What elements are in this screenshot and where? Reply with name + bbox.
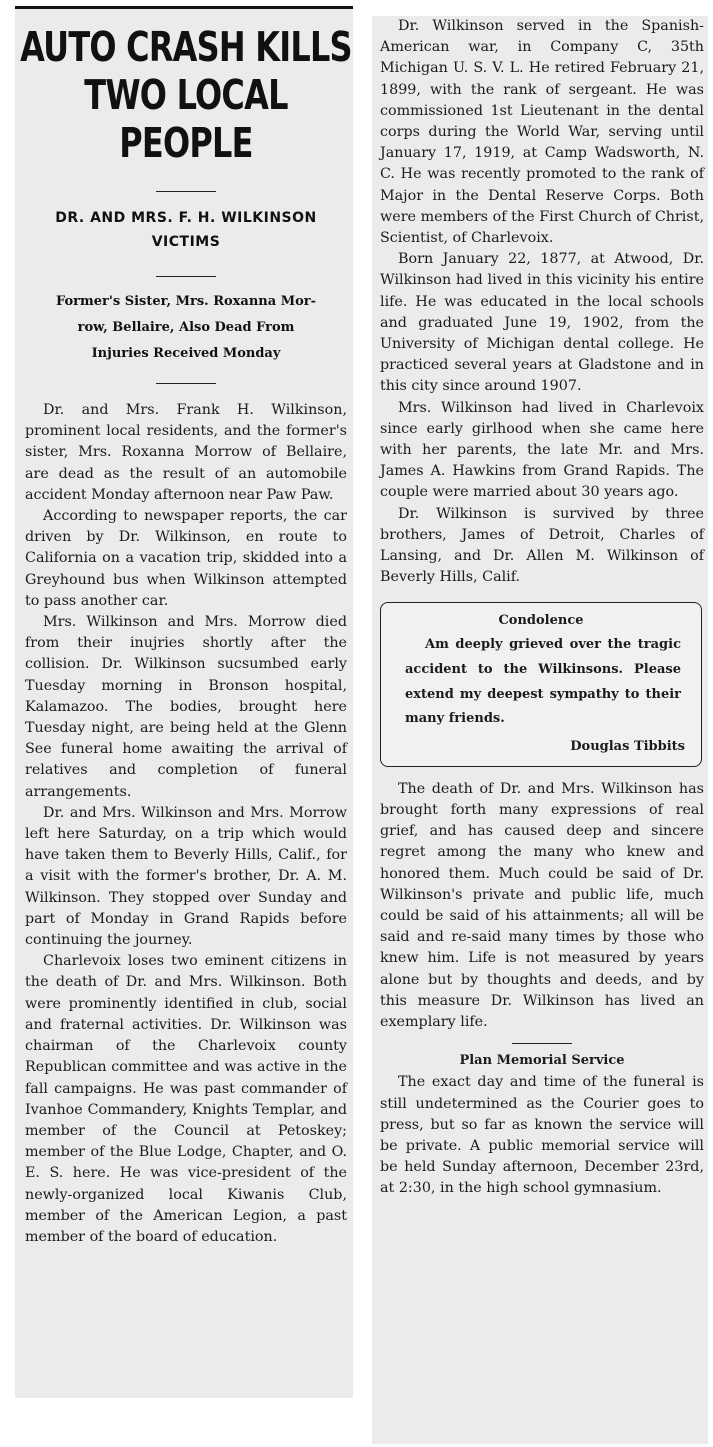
headline	[15, 23, 353, 167]
paragraph: According to newspaper reports, the car driven by Dr. Wilkinson, en route to California on a vacation trip, skidded into a Greyhound bus when Wilkinson attempted to pass another car.	[25, 508, 347, 609]
paragraph: Born January 22, 1877, at Atwood, Dr. Wilkinson had lived in this vicinity his entire life. He was educated in the local schools and graduated June 19, 1902, from the University of Michigan dental college. He practiced several years at Gladstone and in this city since around 1907.	[380, 251, 704, 395]
paragraph: Mrs. Wilkinson and Mrs. Morrow died from their inujries shortly after the collision. Dr. Wilkinson sucsumbed early Tuesday morning in Bronson hospital, Kalamazoo. The bodies, brought here Tuesday night, are being held at the Glenn See funeral home awaiting the arrival of relatives and completion of funeral arrangements.	[25, 614, 347, 800]
condolence-body: Am deeply grieved over the tragic accident to the Wilkinsons. Please extend my deepest sympathy to their many friends.	[405, 637, 681, 727]
article-body-left	[25, 400, 347, 1248]
subheadline-line-1: DR. AND MRS. F. H. WILKINSON	[55, 210, 317, 226]
paragraph: Dr. Wilkinson is survived by three brothers, James of Detroit, Charles of Lansing, and Dr. Allen M. Wilkinson of Beverly Hills, Calif.	[380, 505, 704, 586]
paragraph: Mrs. Wilkinson had lived in Charlevoix since early girlhood when she came here with her parents, the late Mr. and Mrs. James A. Hawkins from Grand Rapids. The couple were married about 30 years ago.	[380, 399, 704, 501]
headline-line-1: AUTO CRASH KILLS	[20, 23, 352, 71]
article-body-right	[380, 16, 704, 588]
headline-line-2: TWO LOCAL PEOPLE	[84, 71, 288, 167]
paragraph: Charlevoix loses two eminent citizens in the death of Dr. and Mrs. Wilkinson. Both were prominently identified in club, social and fraternal activities. Dr. Wilkinson was chairman of the Charlevoix county Republican committee and was active in the fall campaigns. He was past commander of Ivanhoe Commandery, Knights Templar, and member of the Council at Petoskey; member of the Blue Lodge, Chapter, and O. E. S. here. He was vice-president of the newly-organized local Kiwanis Club, member of the American Legion, a past member of the board of education.	[25, 953, 347, 1245]
paragraph: The exact day and time of the funeral is still undetermined as the Courier goes to press, but so far as known the service will be private. A public memorial service will be held Sunday afternoon, December 23rd, at 2:30, in the high school gymnasium.	[380, 1074, 704, 1197]
section-heading: Plan Memorial Service	[459, 1053, 625, 1069]
subheadline-line-2: VICTIMS	[151, 234, 221, 250]
paragraph: Dr. and Mrs. Frank H. Wilkinson, prominent local residents, and the former's sister, Mrs. Roxanna Morrow of Bellaire, are dead as the result of an automobile accident Monday afternoon near Paw Paw.	[25, 402, 347, 503]
deck-line-1: Former's Sister, Mrs. Roxanna Mor-	[55, 294, 317, 309]
right-column	[372, 16, 708, 1444]
deck-line-2: row, Bellaire, Also Dead From	[77, 320, 295, 335]
subheadline	[25, 206, 347, 254]
top-rule	[15, 6, 353, 9]
left-column	[15, 6, 353, 1398]
condolence-box	[380, 602, 702, 766]
condolence-title: Condolence	[498, 613, 584, 629]
condolence-signature: Douglas Tibbits	[570, 738, 685, 754]
paragraph: The death of Dr. and Mrs. Wilkinson has brought forth many expressions of real grief, and has caused deep and sincere regret among the many who knew and honored them. Much could be said of Dr. Wilkinson's private and public life, much could be said of his attainments; all will be said and re-said many times by those who knew him. Life is not measured by years alone but by thoughts and deeds, and by this measure Dr. Wilkinson has lived an exemplary life.	[380, 780, 704, 1031]
paragraph: Dr. Wilkinson served in the Spanish-American war, in Company C, 35th Michigan U. S. V. L. He retired February 21, 1899, with the rank of sergeant. He was commissioned 1st Lieutenant in the dental corps during the World War, serving until January 17, 1919, at Camp Wadsworth, N. C. He was recently promoted to the rank of Major in the Dental Reserve Corps. Both were members of the First Church of Christ, Scientist, of Charlevoix.	[380, 18, 704, 247]
paragraph: Dr. and Mrs. Wilkinson and Mrs. Morrow left here Saturday, on a trip which would have taken them to Beverly Hills, Calif., for a visit with the former's brother, Dr. A. M. Wilkinson. They stopped over Sunday and part of Monday in Grand Rapids before continuing the journey.	[25, 804, 347, 949]
secondary-deck	[25, 289, 347, 367]
deck-line-3: Injuries Received Monday	[91, 346, 281, 361]
